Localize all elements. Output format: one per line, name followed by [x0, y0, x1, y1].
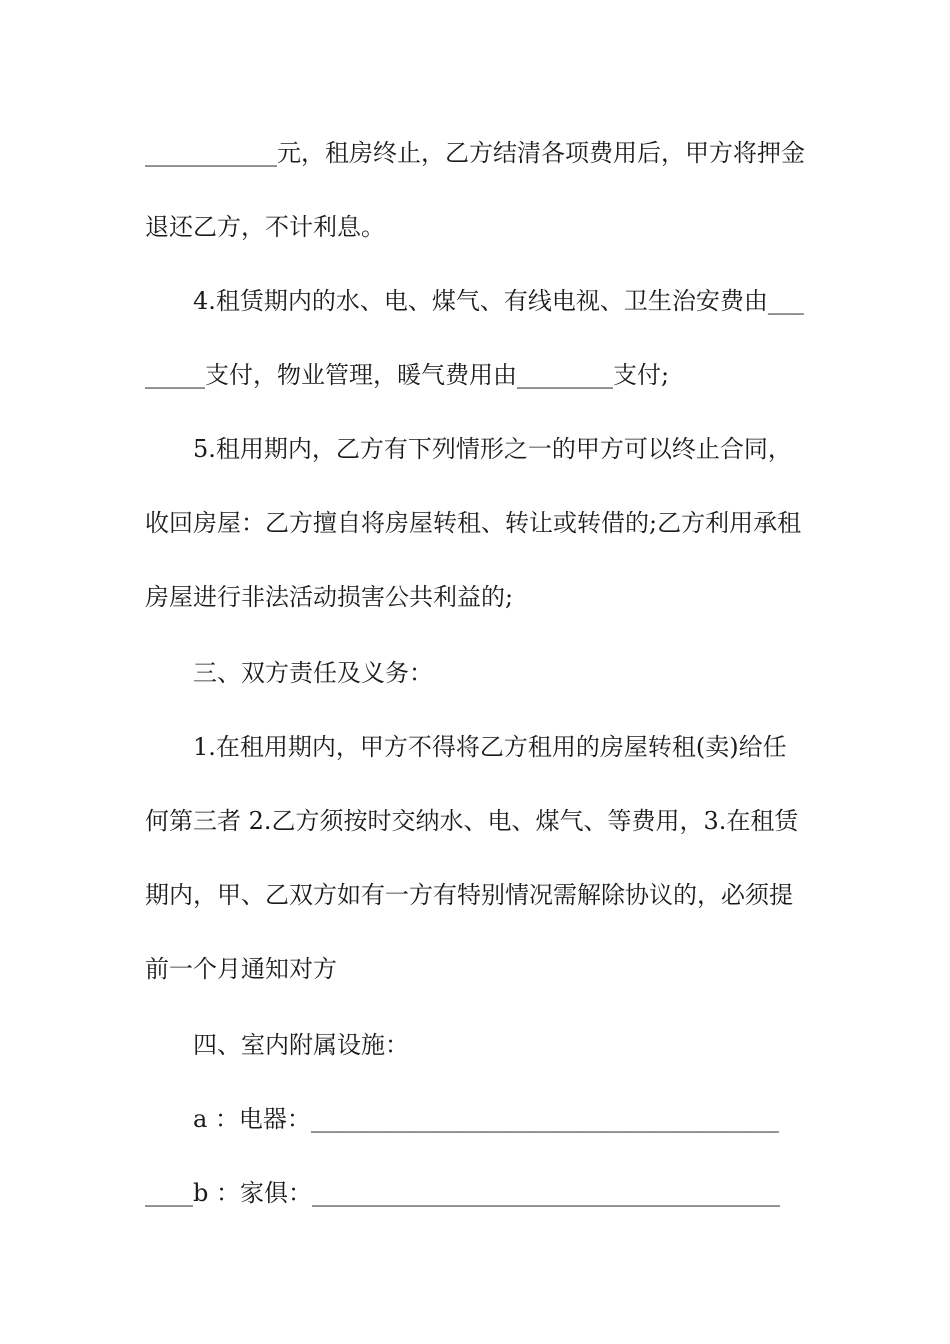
clause-4-utilities-line: 4.租赁期内的水、电、煤气、有线电视、卫生治安费由___ — [193, 287, 804, 315]
section-3-items-2-3-line: 何第三者 2.乙方须按时交纳水、电、煤气、等费用，3.在租赁 — [145, 807, 799, 835]
section-4-heading: 四、室内附属设施： — [193, 1031, 409, 1059]
clause-5-illegal-use-line: 房屋进行非法活动损害公共利益的; — [145, 583, 514, 611]
section-3-item-1-line: 1.在租用期内，甲方不得将乙方租用的房屋转租(卖)给任 — [193, 733, 787, 761]
furniture-fill-line: ____b ：家俱：_______________________________________ — [145, 1179, 780, 1207]
section-3-item-3-line: 期内，甲、乙双方如有一方有特别情况需解除协议的，必须提 — [145, 881, 793, 909]
deposit-clause-line: ___________元，租房终止，乙方结清各项费用后，甲方将押金 — [145, 139, 805, 167]
clause-5-termination-line: 5.租用期内，乙方有下列情形之一的甲方可以终止合同， — [193, 435, 792, 463]
deposit-refund-line: 退还乙方，不计利息。 — [145, 213, 385, 241]
appliances-fill-line: a ：电器：_______________________________________ — [193, 1105, 779, 1133]
clause-5-reclaim-line: 收回房屋：乙方擅自将房屋转租、转让或转借的;乙方利用承租 — [145, 509, 802, 537]
clause-4-payment-line: _____支付，物业管理，暖气费用由________支付; — [145, 361, 670, 389]
section-3-heading: 三、双方责任及义务： — [193, 659, 433, 687]
section-3-notice-line: 前一个月通知对方 — [145, 955, 337, 983]
